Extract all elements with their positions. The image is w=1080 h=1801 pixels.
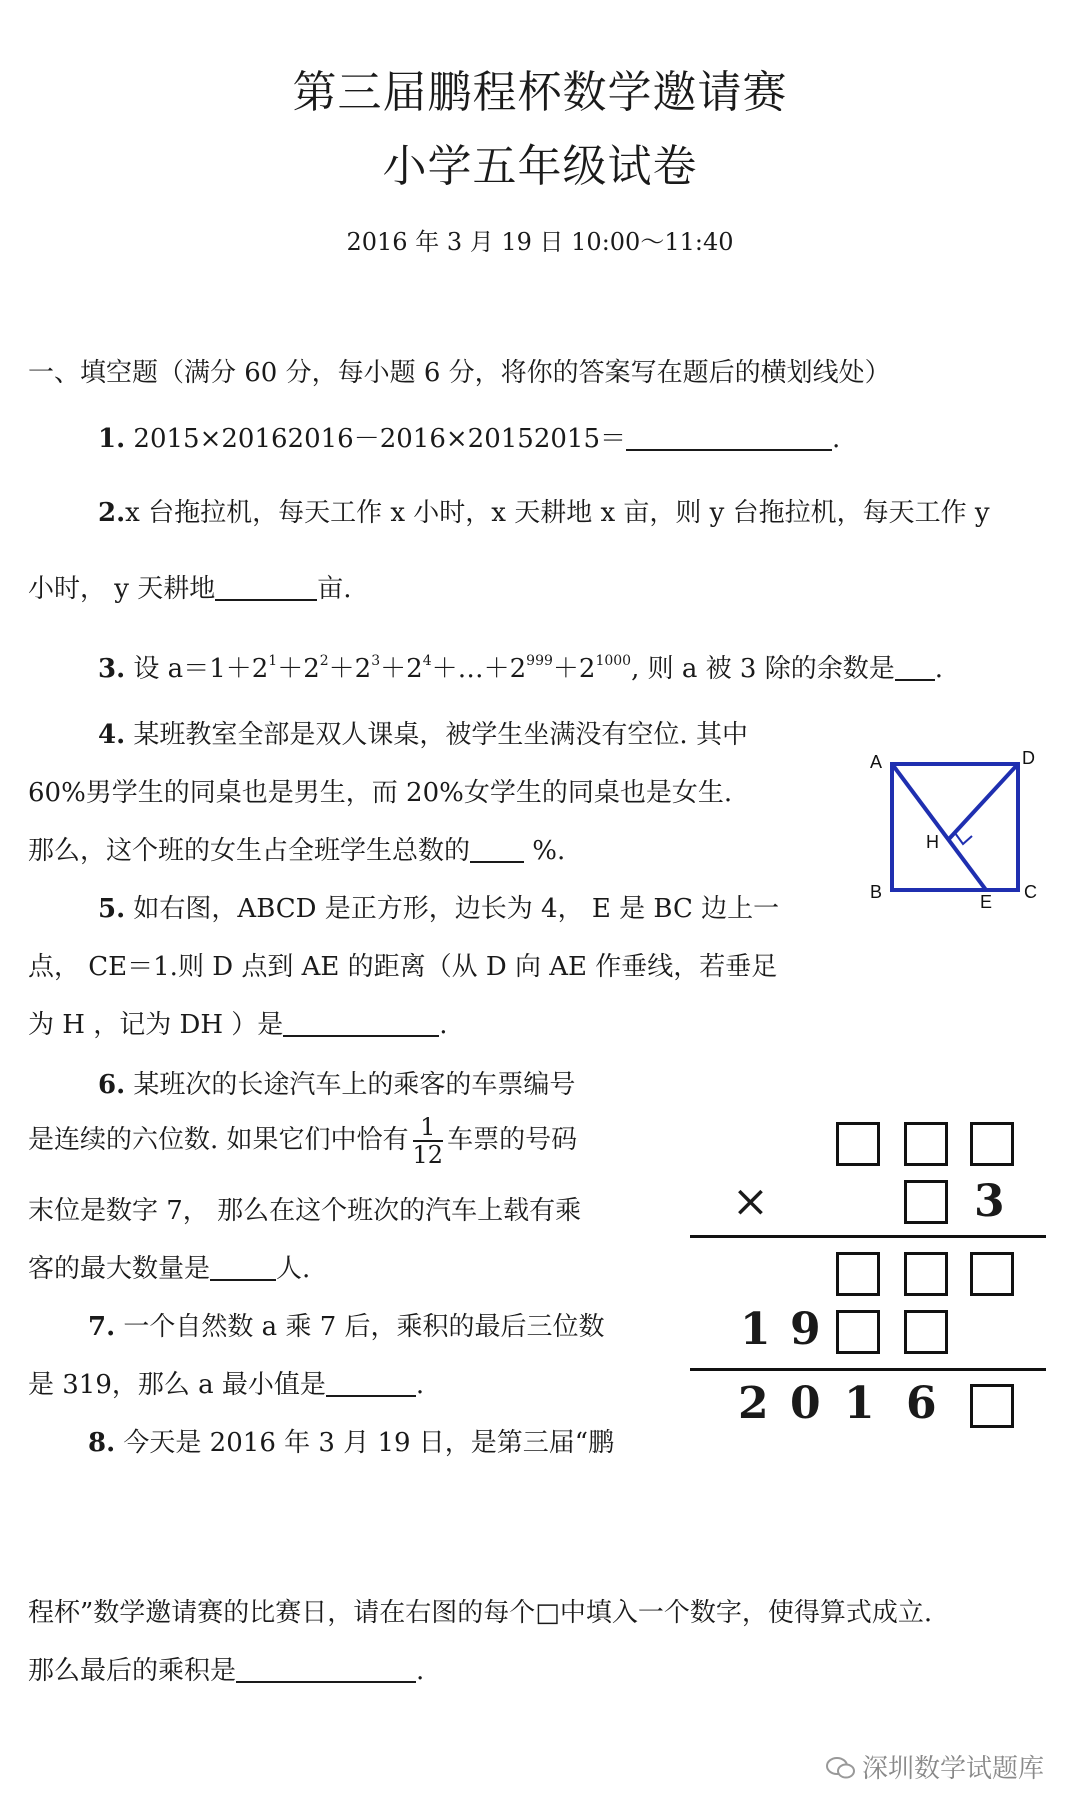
answer-blank bbox=[210, 1253, 276, 1281]
question-6-line3: 末位是数字 7， 那么在这个班次的汽车上载有乘 bbox=[28, 1196, 582, 1226]
question-3: 3. 设 $a=1+2^1+2^2+2^3+2^4+\dots+2^{999}+2^{1000}$, 则 a 被 3 除的余数是 . bbox=[98, 653, 943, 684]
question-text: 2015×20162016－2016×20152015＝ bbox=[133, 424, 627, 454]
question-number: 4. bbox=[98, 720, 126, 750]
times-sign: × bbox=[732, 1176, 769, 1227]
question-number: 7. bbox=[88, 1312, 116, 1342]
label-c: C bbox=[1024, 882, 1037, 902]
question-5-line2: 点， CE＝1.则 D 点到 AE 的距离（从 D 向 AE 作垂线，若垂足 bbox=[28, 952, 778, 982]
digit-six: 6 bbox=[906, 1378, 937, 1429]
exam-title: 第三届鹏程杯数学邀请赛 bbox=[292, 67, 788, 118]
answer-blank bbox=[626, 423, 832, 451]
question-7: 7. 一个自然数 a 乘 7 后，乘积的最后三位数 bbox=[88, 1312, 605, 1342]
digit-one: 1 bbox=[844, 1378, 875, 1429]
question-6-line2: 是连续的六位数. 如果它们中恰有 $\frac{1}{12}$ 车票的号码 bbox=[28, 1113, 578, 1169]
digit-box bbox=[836, 1252, 880, 1296]
question-1: 1. 2015×20162016－2016×20152015＝ . bbox=[98, 424, 841, 454]
digit-nine: 9 bbox=[790, 1304, 821, 1355]
label-d: D bbox=[1022, 748, 1035, 768]
answer-blank bbox=[283, 1009, 439, 1037]
label-a: A bbox=[870, 752, 883, 772]
question-6-line4: 客的最大数量是 人. bbox=[28, 1254, 311, 1284]
answer-blank bbox=[236, 1655, 416, 1683]
question-8-line3: 那么最后的乘积是 . bbox=[28, 1656, 425, 1686]
question-number: 3. bbox=[98, 654, 126, 684]
label-e: E bbox=[980, 892, 993, 912]
digit-three: 3 bbox=[974, 1176, 1005, 1227]
question-number: 8. bbox=[88, 1428, 116, 1458]
digit-box bbox=[836, 1122, 880, 1166]
section-heading: 一、填空题（满分 60 分，每小题 6 分，将你的答案写在题后的横划线处） bbox=[28, 358, 891, 388]
digit-box bbox=[904, 1252, 948, 1296]
question-7-line2: 是 319，那么 a 最小值是 . bbox=[28, 1370, 425, 1400]
square-figure bbox=[860, 748, 1040, 916]
question-4-line2: 60%男学生的同桌也是男生，而 20%女学生的同桌也是女生. bbox=[28, 778, 733, 808]
question-8-line2: 程杯”数学邀请赛的比赛日，请在右图的每个□中填入一个数字，使得算式成立. bbox=[28, 1598, 933, 1628]
question-2 bbox=[98, 496, 990, 530]
answer-blank bbox=[470, 835, 524, 863]
segment-dh bbox=[948, 764, 1018, 840]
answer-blank bbox=[895, 653, 935, 681]
segment-ae bbox=[892, 764, 986, 890]
question-number: 6. bbox=[98, 1070, 126, 1100]
digit-box bbox=[970, 1252, 1014, 1296]
exam-date: 2016 年 3 月 19 日 10:00～11:40 bbox=[346, 228, 734, 256]
digit-one: 1 bbox=[740, 1304, 771, 1355]
digit-box bbox=[970, 1122, 1014, 1166]
digit-box bbox=[904, 1122, 948, 1166]
question-number: 5. bbox=[98, 894, 126, 924]
digit-box bbox=[970, 1384, 1014, 1428]
answer-blank bbox=[326, 1369, 416, 1397]
answer-blank bbox=[215, 573, 317, 601]
digit-box bbox=[836, 1310, 880, 1354]
fraction-one-twelfth: $\frac{1}{12}$ bbox=[412, 1113, 444, 1169]
label-h: H bbox=[926, 832, 939, 852]
digit-zero: 0 bbox=[790, 1378, 821, 1429]
question-6: 6. 某班次的长途汽车上的乘客的车票编号 bbox=[98, 1070, 576, 1100]
wechat-icon bbox=[826, 1757, 856, 1779]
question-number: 2. bbox=[98, 498, 126, 528]
question-4: 4. 某班教室全部是双人课桌，被学生坐满没有空位. 其中 bbox=[98, 720, 748, 750]
rule-line bbox=[690, 1368, 1046, 1371]
right-angle-mark bbox=[955, 833, 972, 844]
exam-subtitle: 小学五年级试卷 bbox=[382, 141, 698, 192]
watermark bbox=[826, 1748, 1044, 1785]
question-4-line3: 那么，这个班的女生占全班学生总数的 %. bbox=[28, 836, 566, 866]
rule-line bbox=[690, 1235, 1046, 1238]
digit-two: 2 bbox=[738, 1378, 769, 1429]
question-5: 5. 如右图，ABCD 是正方形，边长为 4， E 是 BC 边上一 bbox=[98, 894, 780, 924]
digit-box bbox=[904, 1310, 948, 1354]
question-5-line3: 为 H ，记为 DH ）是 . bbox=[28, 1010, 448, 1040]
question-8: 8. 今天是 2016 年 3 月 19 日，是第三届“鹏 bbox=[88, 1428, 615, 1458]
label-b: B bbox=[870, 882, 883, 902]
watermark-text: 深圳数学试题库 bbox=[861, 1754, 1044, 1784]
question-2-line2: 小时， y 天耕地 亩. bbox=[28, 574, 352, 604]
question-text: x 台拖拉机，每天工作 x 小时，x 天耕地 x 亩，则 y 台拖拉机，每天工作 y bbox=[125, 498, 990, 528]
digit-box bbox=[904, 1180, 948, 1224]
question-number: 1. bbox=[98, 424, 126, 454]
